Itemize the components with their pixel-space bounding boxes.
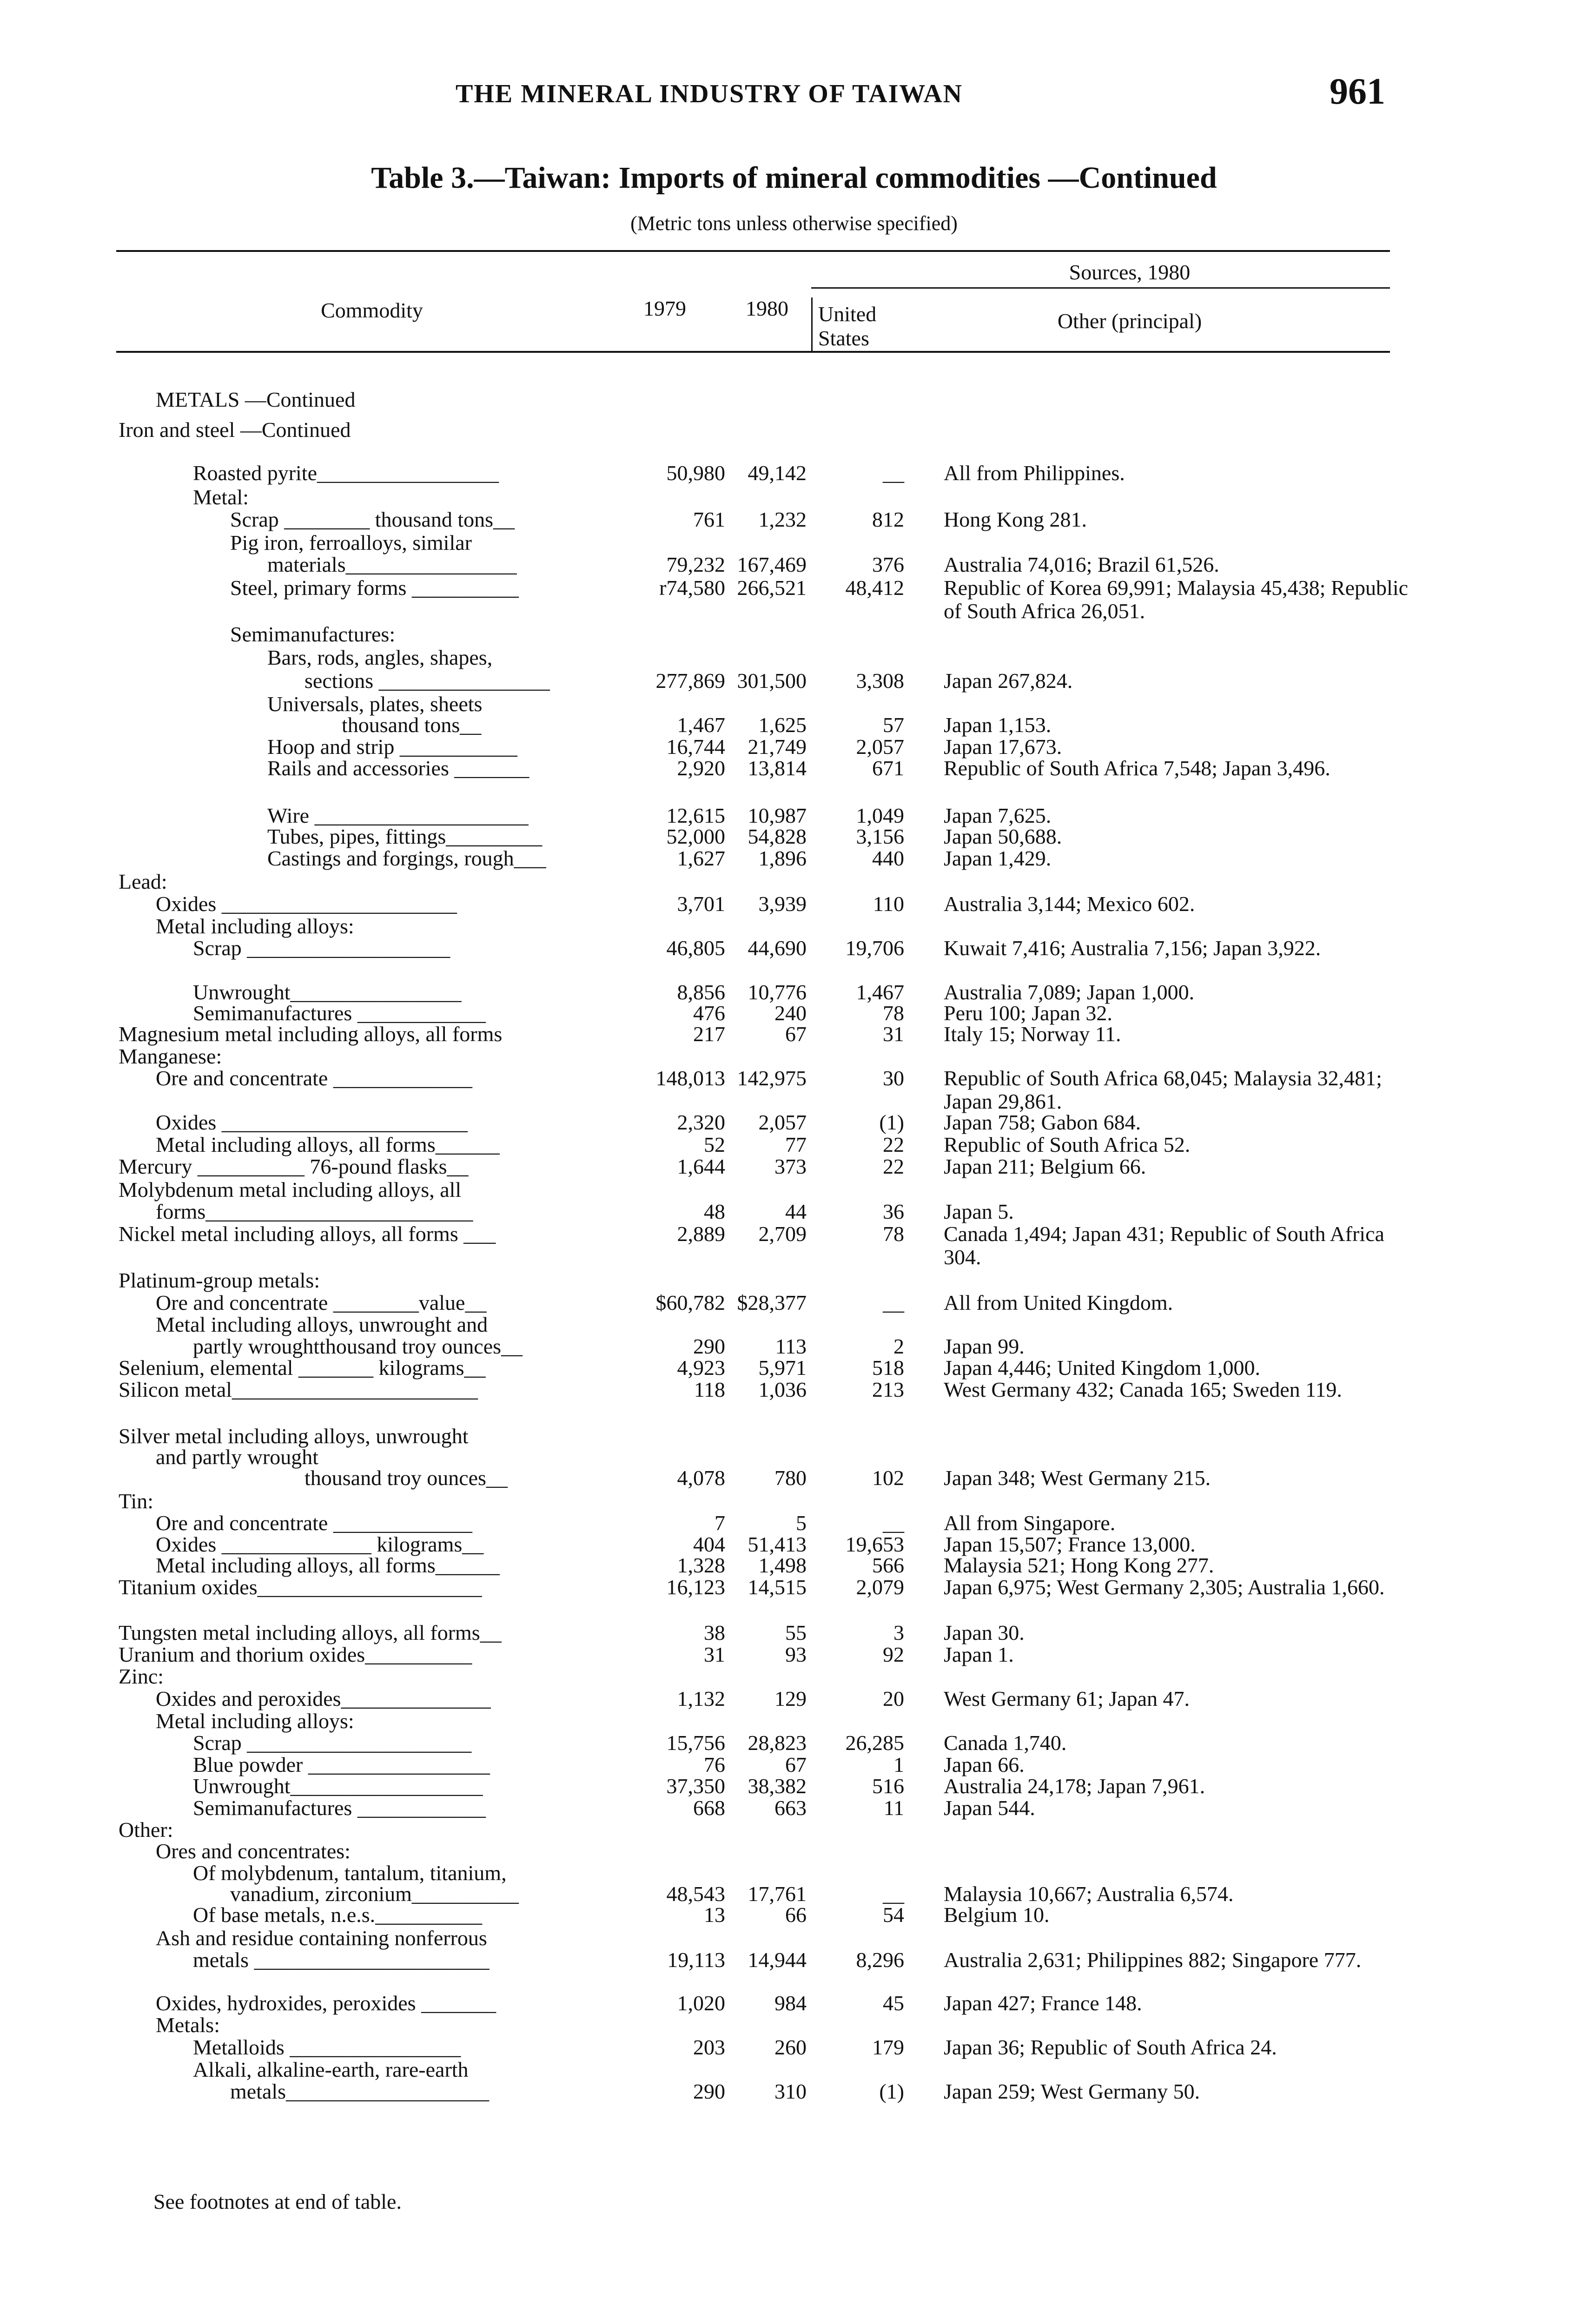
us-source-cell: 92 (883, 1643, 904, 1666)
value-1979-cell: 52 (704, 1133, 725, 1156)
other-source-cell: Japan 348; West Germany 215. (944, 1466, 1211, 1490)
other-source-cell: All from Singapore. (944, 1511, 1116, 1535)
us-source-cell: 54 (883, 1903, 904, 1927)
commodity-cell: Roasted pyrite_________________ (193, 461, 499, 485)
other-source-cell: Japan 6,975; West Germany 2,305; Australia 1,660. (944, 1575, 1385, 1599)
value-1979-cell: 50,980 (666, 461, 725, 485)
value-1979-cell: 1,132 (677, 1687, 725, 1710)
us-source-cell: 518 (872, 1356, 904, 1380)
value-1980-cell: 44,690 (748, 936, 807, 960)
value-1980-cell: 2,709 (758, 1222, 807, 1246)
value-1980-cell: 77 (785, 1133, 807, 1156)
commodity-cell: Rails and accessories _______ (267, 756, 529, 780)
value-1979-cell: 12,615 (666, 804, 725, 827)
commodity-cell: Oxides and peroxides______________ (156, 1687, 491, 1710)
us-source-cell: 2,057 (856, 735, 904, 759)
other-source-cell: Japan 50,688. (944, 825, 1062, 848)
value-1980-cell: 21,749 (748, 735, 807, 759)
value-1980-cell: 10,987 (748, 804, 807, 827)
commodity-cell: Tubes, pipes, fittings_________ (267, 825, 543, 848)
value-1980-cell: 67 (785, 1753, 807, 1776)
value-1979-cell: 46,805 (666, 936, 725, 960)
value-1980-cell: 266,521 (737, 576, 807, 600)
commodity-cell: Of molybdenum, tantalum, titanium, (193, 1861, 507, 1885)
value-1979-cell: 4,923 (677, 1356, 725, 1380)
value-1979-cell: 476 (693, 1001, 725, 1025)
value-1979-cell: 2,320 (677, 1110, 725, 1134)
value-1980-cell: 5 (796, 1511, 807, 1535)
column-header-other: Other (principal) (1057, 309, 1202, 333)
other-source-cell: Republic of South Africa 68,045; Malaysia 32,481; Japan 29,861. (944, 1066, 1382, 1113)
value-1980-cell: 49,142 (748, 461, 807, 485)
commodity-cell: Semimanufactures ____________ (193, 1001, 486, 1025)
value-1979-cell: 37,350 (666, 1774, 725, 1798)
us-source-cell: 2 (893, 1334, 904, 1358)
column-header-us: United States (818, 302, 877, 350)
other-source-cell: Japan 259; West Germany 50. (944, 2080, 1200, 2103)
value-1980-cell: 260 (774, 2035, 807, 2059)
value-1980-cell: 1,232 (758, 508, 807, 531)
commodity-cell: Mercury __________ 76-pound flasks__ (119, 1155, 469, 1178)
commodity-cell: Metal including alloys, all forms______ (156, 1553, 500, 1577)
page-number: 961 (1330, 71, 1385, 112)
value-1979-cell: 16,123 (666, 1575, 725, 1599)
value-1980-cell: 142,975 (737, 1066, 807, 1090)
commodity-cell: Ore and concentrate _____________ (156, 1511, 472, 1535)
value-1979-cell: 2,889 (677, 1222, 725, 1246)
commodity-cell: Other: (119, 1818, 173, 1842)
value-1979-cell: 668 (693, 1796, 725, 1820)
column-header-1979: 1979 (643, 297, 686, 320)
value-1980-cell: 38,382 (748, 1774, 807, 1798)
other-source-cell: Japan 99. (944, 1334, 1025, 1358)
other-source-cell: Malaysia 521; Hong Kong 277. (944, 1553, 1214, 1577)
other-source-cell: Australia 74,016; Brazil 61,526. (944, 553, 1219, 576)
value-1979-cell: 48 (704, 1200, 725, 1223)
us-source-cell: 19,653 (845, 1532, 904, 1556)
us-source-cell: __ (883, 1511, 904, 1535)
commodity-cell: Molybdenum metal including alloys, all (119, 1178, 462, 1202)
us-source-cell: 26,285 (845, 1731, 904, 1755)
commodity-cell: Ore and concentrate _____________ (156, 1066, 472, 1090)
commodity-cell: metals___________________ (230, 2080, 490, 2103)
us-source-cell: 3,156 (856, 825, 904, 848)
us-source-cell: 31 (883, 1022, 904, 1046)
commodity-cell: thousand tons__ (342, 713, 482, 737)
value-1980-cell: 240 (774, 1001, 807, 1025)
commodity-cell: Semimanufactures: (230, 622, 396, 646)
commodity-cell: Universals, plates, sheets (267, 692, 483, 716)
commodity-cell: Uranium and thorium oxides__________ (119, 1643, 472, 1666)
us-source-cell: 19,706 (845, 936, 904, 960)
commodity-cell: Titanium oxides_____________________ (119, 1575, 482, 1599)
other-source-cell: Australia 2,631; Philippines 882; Singapore 777. (944, 1948, 1362, 1972)
us-source-cell: 36 (883, 1200, 904, 1223)
commodity-cell: Metal including alloys: (156, 1709, 354, 1733)
us-source-cell: 11 (883, 1796, 904, 1820)
footnote: See footnotes at end of table. (153, 2190, 402, 2213)
commodity-cell: Manganese: (119, 1044, 222, 1068)
other-source-cell: Japan 758; Gabon 684. (944, 1110, 1141, 1134)
us-source-cell: 30 (883, 1066, 904, 1090)
other-source-cell: All from United Kingdom. (944, 1291, 1173, 1314)
other-source-cell: Hong Kong 281. (944, 508, 1087, 531)
value-1979-cell: 16,744 (666, 735, 725, 759)
other-source-cell: Republic of South Africa 52. (944, 1133, 1191, 1156)
other-source-cell: All from Philippines. (944, 461, 1125, 485)
other-source-cell: Japan 30. (944, 1621, 1025, 1644)
other-source-cell: Japan 66. (944, 1753, 1025, 1776)
us-source-cell: __ (883, 461, 904, 485)
us-source-cell: 2,079 (856, 1575, 904, 1599)
value-1980-cell: 310 (774, 2080, 807, 2103)
column-header-1980: 1980 (746, 297, 788, 320)
commodity-cell: METALS —Continued (156, 388, 356, 411)
value-1980-cell: 10,776 (748, 980, 807, 1004)
value-1979-cell: 290 (693, 1334, 725, 1358)
value-1980-cell: $28,377 (737, 1291, 807, 1314)
table-top-rule (116, 250, 1390, 252)
value-1980-cell: 28,823 (748, 1731, 807, 1755)
value-1980-cell: 1,498 (758, 1553, 807, 1577)
value-1980-cell: 1,896 (758, 846, 807, 870)
value-1979-cell: 1,644 (677, 1155, 725, 1178)
commodity-cell: Metal: (193, 485, 249, 509)
us-column-divider (811, 297, 813, 351)
value-1980-cell: 93 (785, 1643, 807, 1666)
commodity-cell: Castings and forgings, rough___ (267, 846, 546, 870)
other-source-cell: Republic of South Africa 7,548; Japan 3,496. (944, 756, 1330, 780)
value-1980-cell: 780 (774, 1466, 807, 1490)
value-1980-cell: 3,939 (758, 892, 807, 916)
value-1979-cell: 1,328 (677, 1553, 725, 1577)
table-title: Table 3.—Taiwan: Imports of mineral commodities —Continued (371, 161, 1217, 195)
commodity-cell: and partly wrought (156, 1445, 319, 1469)
commodity-cell: Zinc: (119, 1664, 164, 1688)
us-source-cell: 812 (872, 508, 904, 531)
value-1979-cell: 404 (693, 1532, 725, 1556)
other-source-cell: Republic of Korea 69,991; Malaysia 45,438; Republic of South Africa 26,051. (944, 576, 1409, 623)
commodity-cell: sections ________________ (304, 669, 550, 693)
commodity-cell: Oxides _______________________ (156, 1110, 468, 1134)
other-source-cell: Japan 1. (944, 1643, 1014, 1666)
value-1979-cell: 290 (693, 2080, 725, 2103)
other-source-cell: West Germany 432; Canada 165; Sweden 119. (944, 1378, 1342, 1401)
us-source-cell: 566 (872, 1553, 904, 1577)
sources-rule (811, 287, 1390, 289)
us-source-cell: 516 (872, 1774, 904, 1798)
value-1980-cell: 14,944 (748, 1948, 807, 1972)
value-1980-cell: 14,515 (748, 1575, 807, 1599)
value-1980-cell: 167,469 (737, 553, 807, 576)
value-1979-cell: 52,000 (666, 825, 725, 848)
value-1980-cell: 51,413 (748, 1532, 807, 1556)
commodity-cell: Oxides ______________ kilograms__ (156, 1532, 484, 1556)
us-source-cell: 57 (883, 713, 904, 737)
other-source-cell: Australia 3,144; Mexico 602. (944, 892, 1195, 916)
us-source-cell: __ (883, 1291, 904, 1314)
value-1980-cell: 44 (785, 1200, 807, 1223)
other-source-cell: Australia 24,178; Japan 7,961. (944, 1774, 1205, 1798)
commodity-cell: Scrap ________ thousand tons__ (230, 508, 515, 531)
running-title: THE MINERAL INDUSTRY OF TAIWAN (456, 79, 963, 108)
value-1980-cell: 301,500 (737, 669, 807, 693)
us-source-cell: 8,296 (856, 1948, 904, 1972)
commodity-cell: Iron and steel —Continued (119, 418, 351, 442)
commodity-cell: Silver metal including alloys, unwrought (119, 1424, 469, 1448)
other-source-cell: Japan 1,429. (944, 846, 1052, 870)
value-1979-cell: 2,920 (677, 756, 725, 780)
commodity-cell: vanadium, zirconium__________ (230, 1882, 519, 1906)
commodity-cell: Unwrought__________________ (193, 1774, 483, 1798)
value-1979-cell: r74,580 (659, 576, 725, 600)
us-source-cell: 48,412 (845, 576, 904, 600)
us-source-cell: 22 (883, 1155, 904, 1178)
commodity-cell: Semimanufactures ____________ (193, 1796, 486, 1820)
value-1979-cell: 31 (704, 1643, 725, 1666)
value-1980-cell: 5,971 (758, 1356, 807, 1380)
value-1979-cell: 203 (693, 2035, 725, 2059)
commodity-cell: Oxides, hydroxides, peroxides _______ (156, 1991, 496, 2015)
other-source-cell: Japan 7,625. (944, 804, 1052, 827)
commodity-cell: Hoop and strip ___________ (267, 735, 517, 759)
value-1979-cell: 79,232 (666, 553, 725, 576)
commodity-cell: Nickel metal including alloys, all forms ___ (119, 1222, 496, 1246)
other-source-cell: Canada 1,740. (944, 1731, 1067, 1755)
other-source-cell: Japan 5. (944, 1200, 1014, 1223)
us-source-cell: 78 (883, 1001, 904, 1025)
other-source-cell: Japan 427; France 148. (944, 1991, 1142, 2015)
value-1979-cell: 13 (704, 1903, 725, 1927)
us-source-cell: 440 (872, 846, 904, 870)
value-1979-cell: 3,701 (677, 892, 725, 916)
commodity-cell: Scrap ___________________ (193, 936, 450, 960)
value-1980-cell: 129 (774, 1687, 807, 1710)
commodity-cell: Metalloids ________________ (193, 2035, 461, 2059)
commodity-cell: Magnesium metal including alloys, all forms (119, 1022, 503, 1046)
commodity-cell: Ash and residue containing nonferrous (156, 1926, 487, 1950)
commodity-cell: Pig iron, ferroalloys, similar (230, 531, 472, 555)
other-source-cell: Italy 15; Norway 11. (944, 1022, 1121, 1046)
other-source-cell: Japan 211; Belgium 66. (944, 1155, 1146, 1178)
us-source-cell: (1) (879, 2080, 904, 2103)
value-1980-cell: 984 (774, 1991, 807, 2015)
value-1980-cell: 113 (775, 1334, 807, 1358)
column-header-commodity: Commodity (321, 298, 423, 322)
other-source-cell: Australia 7,089; Japan 1,000. (944, 980, 1195, 1004)
us-source-cell: 20 (883, 1687, 904, 1710)
commodity-cell: Metal including alloys, unwrought and (156, 1313, 488, 1336)
other-source-cell: Japan 267,824. (944, 669, 1073, 693)
us-source-cell: 1 (893, 1753, 904, 1776)
commodity-cell: Metal including alloys: (156, 914, 354, 938)
other-source-cell: West Germany 61; Japan 47. (944, 1687, 1190, 1710)
value-1979-cell: 19,113 (667, 1948, 725, 1972)
commodity-cell: Platinum-group metals: (119, 1268, 320, 1292)
value-1979-cell: 38 (704, 1621, 725, 1644)
commodity-cell: Metal including alloys, all forms______ (156, 1133, 500, 1156)
value-1979-cell: 761 (693, 508, 725, 531)
value-1980-cell: 66 (785, 1903, 807, 1927)
value-1979-cell: 15,756 (666, 1731, 725, 1755)
table-subtitle: (Metric tons unless otherwise specified) (630, 212, 958, 235)
value-1980-cell: 67 (785, 1022, 807, 1046)
value-1979-cell: 4,078 (677, 1466, 725, 1490)
us-source-cell: 179 (872, 2035, 904, 2059)
value-1980-cell: 373 (774, 1155, 807, 1178)
value-1979-cell: 1,020 (677, 1991, 725, 2015)
us-source-cell: 376 (872, 553, 904, 576)
other-source-cell: Japan 544. (944, 1796, 1035, 1820)
commodity-cell: forms_________________________ (156, 1200, 473, 1223)
value-1979-cell: 277,869 (655, 669, 725, 693)
other-source-cell: Peru 100; Japan 32. (944, 1001, 1112, 1025)
us-source-cell: 3,308 (856, 669, 904, 693)
commodity-cell: Ore and concentrate ________value__ (156, 1291, 487, 1314)
commodity-cell: Blue powder _________________ (193, 1753, 490, 1776)
value-1979-cell: 48,543 (666, 1882, 725, 1906)
other-source-cell: Japan 4,446; United Kingdom 1,000. (944, 1356, 1260, 1380)
value-1980-cell: 54,828 (748, 825, 807, 848)
commodity-cell: Unwrought________________ (193, 980, 462, 1004)
commodity-cell: materials________________ (267, 553, 517, 576)
us-source-cell: __ (883, 1882, 904, 1906)
value-1979-cell: $60,782 (655, 1291, 725, 1314)
value-1979-cell: 148,013 (655, 1066, 725, 1090)
value-1979-cell: 7 (715, 1511, 725, 1535)
us-source-cell: 102 (872, 1466, 904, 1490)
column-header-sources: Sources, 1980 (1069, 260, 1191, 284)
other-source-cell: Canada 1,494; Japan 431; Republic of South Africa 304. (944, 1222, 1384, 1269)
value-1979-cell: 1,467 (677, 713, 725, 737)
other-source-cell: Malaysia 10,667; Australia 6,574. (944, 1882, 1234, 1906)
other-source-cell: Belgium 10. (944, 1903, 1050, 1927)
commodity-cell: Tin: (119, 1489, 154, 1513)
commodity-cell: Tungsten metal including alloys, all forms__ (119, 1621, 502, 1644)
commodity-cell: Silicon metal_______________________ (119, 1378, 478, 1401)
us-source-cell: (1) (879, 1110, 904, 1134)
us-source-cell: 213 (872, 1378, 904, 1401)
us-source-cell: 1,467 (856, 980, 904, 1004)
commodity-cell: partly wroughtthousand troy ounces__ (193, 1334, 523, 1358)
value-1980-cell: 1,036 (758, 1378, 807, 1401)
value-1979-cell: 1,627 (677, 846, 725, 870)
us-source-cell: 22 (883, 1133, 904, 1156)
commodity-cell: Scrap _____________________ (193, 1731, 472, 1755)
commodity-cell: Metals: (156, 2013, 220, 2037)
commodity-cell: metals ______________________ (193, 1948, 490, 1972)
commodity-cell: Of base metals, n.e.s.__________ (193, 1903, 483, 1927)
other-source-cell: Japan 17,673. (944, 735, 1062, 759)
commodity-cell: Steel, primary forms __________ (230, 576, 519, 600)
commodity-cell: Wire ____________________ (267, 804, 529, 827)
value-1979-cell: 217 (693, 1022, 725, 1046)
value-1980-cell: 1,625 (758, 713, 807, 737)
us-source-cell: 110 (873, 892, 904, 916)
commodity-cell: Lead: (119, 870, 167, 893)
commodity-cell: Selenium, elemental _______ kilograms__ (119, 1356, 486, 1380)
value-1980-cell: 17,761 (748, 1882, 807, 1906)
commodity-cell: thousand troy ounces__ (304, 1466, 508, 1490)
table-header-bottom-rule (116, 351, 1390, 353)
us-source-cell: 78 (883, 1222, 904, 1246)
value-1979-cell: 76 (704, 1753, 725, 1776)
value-1979-cell: 8,856 (677, 980, 725, 1004)
us-source-cell: 671 (872, 756, 904, 780)
value-1979-cell: 118 (694, 1378, 725, 1401)
value-1980-cell: 13,814 (748, 756, 807, 780)
commodity-cell: Ores and concentrates: (156, 1839, 351, 1863)
other-source-cell: Japan 1,153. (944, 713, 1052, 737)
commodity-cell: Oxides ______________________ (156, 892, 457, 916)
value-1980-cell: 55 (785, 1621, 807, 1644)
other-source-cell: Japan 36; Republic of South Africa 24. (944, 2035, 1277, 2059)
us-source-cell: 1,049 (856, 804, 904, 827)
other-source-cell: Kuwait 7,416; Australia 7,156; Japan 3,922. (944, 936, 1321, 960)
us-source-cell: 3 (893, 1621, 904, 1644)
us-source-cell: 45 (883, 1991, 904, 2015)
commodity-cell: Bars, rods, angles, shapes, (267, 646, 493, 669)
other-source-cell: Japan 15,507; France 13,000. (944, 1532, 1196, 1556)
value-1980-cell: 663 (774, 1796, 807, 1820)
commodity-cell: Alkali, alkaline-earth, rare-earth (193, 2058, 469, 2081)
value-1980-cell: 2,057 (758, 1110, 807, 1134)
